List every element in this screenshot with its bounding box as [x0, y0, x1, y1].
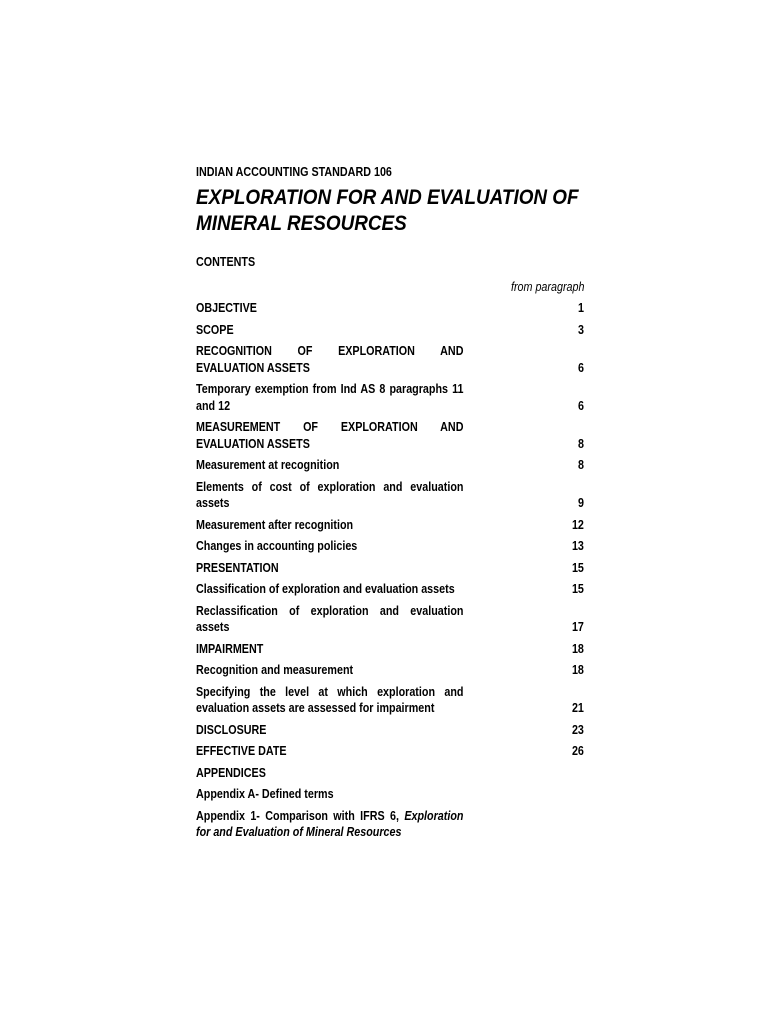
toc-entry: [196, 603, 584, 636]
toc-entry-title: Appendix A- Defined terms: [196, 787, 334, 801]
toc-entry-title: Reclassification of exploration and evaluation assets: [196, 603, 464, 634]
toc-entry: [196, 381, 584, 414]
toc-entry: [196, 517, 584, 534]
toc-entry-title: MEASUREMENT OF EXPLORATION AND EVALUATION ASSETS: [196, 420, 464, 451]
toc-entry: [196, 743, 584, 760]
toc-entry-paragraph: 9: [578, 496, 584, 510]
document-page: [196, 163, 584, 846]
toc-entry-title: PRESENTATION: [196, 560, 279, 575]
toc-entry-title: Measurement at recognition: [196, 458, 340, 472]
standard-number: INDIAN ACCOUNTING STANDARD 106: [196, 165, 392, 179]
contents-heading: CONTENTS: [196, 255, 256, 269]
toc-entry: [196, 684, 584, 717]
document-title: [196, 185, 584, 237]
toc-entry: [196, 641, 584, 658]
from-paragraph-label: from paragraph: [510, 280, 584, 294]
toc-entry-paragraph: 3: [578, 322, 584, 337]
toc-entry-title: IMPAIRMENT: [196, 641, 264, 656]
toc-entry: [196, 322, 584, 339]
title-line-1: EXPLORATION FOR AND EVALUATION OF: [196, 186, 579, 209]
toc-entry: [196, 457, 584, 474]
toc-entry-paragraph: 15: [572, 582, 584, 596]
toc-entry: [196, 538, 584, 555]
toc-entry-appendix-1: [196, 808, 584, 841]
toc-entry: [196, 419, 584, 452]
toc-entry-title: Classification of exploration and evaluation assets: [196, 582, 455, 596]
toc-entry-title: Specifying the level at which exploration and evaluation assets are assessed for impairment: [196, 684, 464, 715]
toc-entry-title: APPENDICES: [196, 765, 266, 780]
toc-entry-paragraph: 6: [578, 398, 584, 413]
toc-entry-title: Changes in accounting policies: [196, 539, 358, 553]
toc-entry-paragraph: 1: [578, 301, 584, 315]
appendix-1-italic-title: Exploration for and Evaluation of Mineral Resources: [196, 808, 464, 839]
toc-entry: [196, 479, 584, 512]
toc-entry: [196, 343, 584, 376]
toc-entry-paragraph: 8: [578, 436, 584, 451]
toc-entry-title: EFFECTIVE DATE: [196, 744, 287, 758]
toc-entry-paragraph: 23: [572, 722, 584, 737]
toc-entry-paragraph: 18: [572, 641, 584, 656]
toc-entry-paragraph: 6: [578, 360, 584, 375]
title-line-2: MINERAL RESOURCES: [196, 212, 407, 235]
table-of-contents: [196, 300, 584, 841]
toc-entry: [196, 662, 584, 679]
toc-entry-title: DISCLOSURE: [196, 722, 267, 737]
toc-entry: [196, 300, 584, 317]
toc-entry: [196, 722, 584, 739]
appendix-1-prefix: Appendix 1- Comparison with IFRS 6,: [196, 808, 399, 823]
toc-entry-title: Measurement after recognition: [196, 517, 354, 532]
toc-entry-title: Temporary exemption from Ind AS 8 paragraphs 11 and 12: [196, 382, 464, 413]
toc-entry-paragraph: 26: [572, 744, 584, 758]
toc-entry: [196, 786, 584, 803]
toc-entry: [196, 560, 584, 577]
toc-entry-paragraph: 18: [572, 663, 584, 677]
toc-entry-title: Elements of cost of exploration and evaluation assets: [196, 479, 464, 510]
toc-entry-title: Recognition and measurement: [196, 663, 354, 677]
toc-entry-title: [196, 808, 463, 841]
column-label: [196, 278, 584, 296]
toc-entry-paragraph: 17: [572, 620, 584, 634]
toc-entry-title: SCOPE: [196, 322, 234, 337]
toc-entry: [196, 765, 584, 782]
toc-entry-paragraph: 21: [572, 701, 584, 715]
toc-entry-paragraph: 15: [572, 560, 584, 575]
toc-entry-paragraph: 8: [578, 458, 584, 472]
toc-entry-paragraph: 13: [572, 539, 584, 553]
toc-entry: [196, 581, 584, 598]
toc-entry-title: OBJECTIVE: [196, 301, 257, 315]
toc-entry-paragraph: 12: [572, 517, 584, 532]
toc-entry-title: RECOGNITION OF EXPLORATION AND EVALUATION ASSETS: [196, 344, 464, 375]
